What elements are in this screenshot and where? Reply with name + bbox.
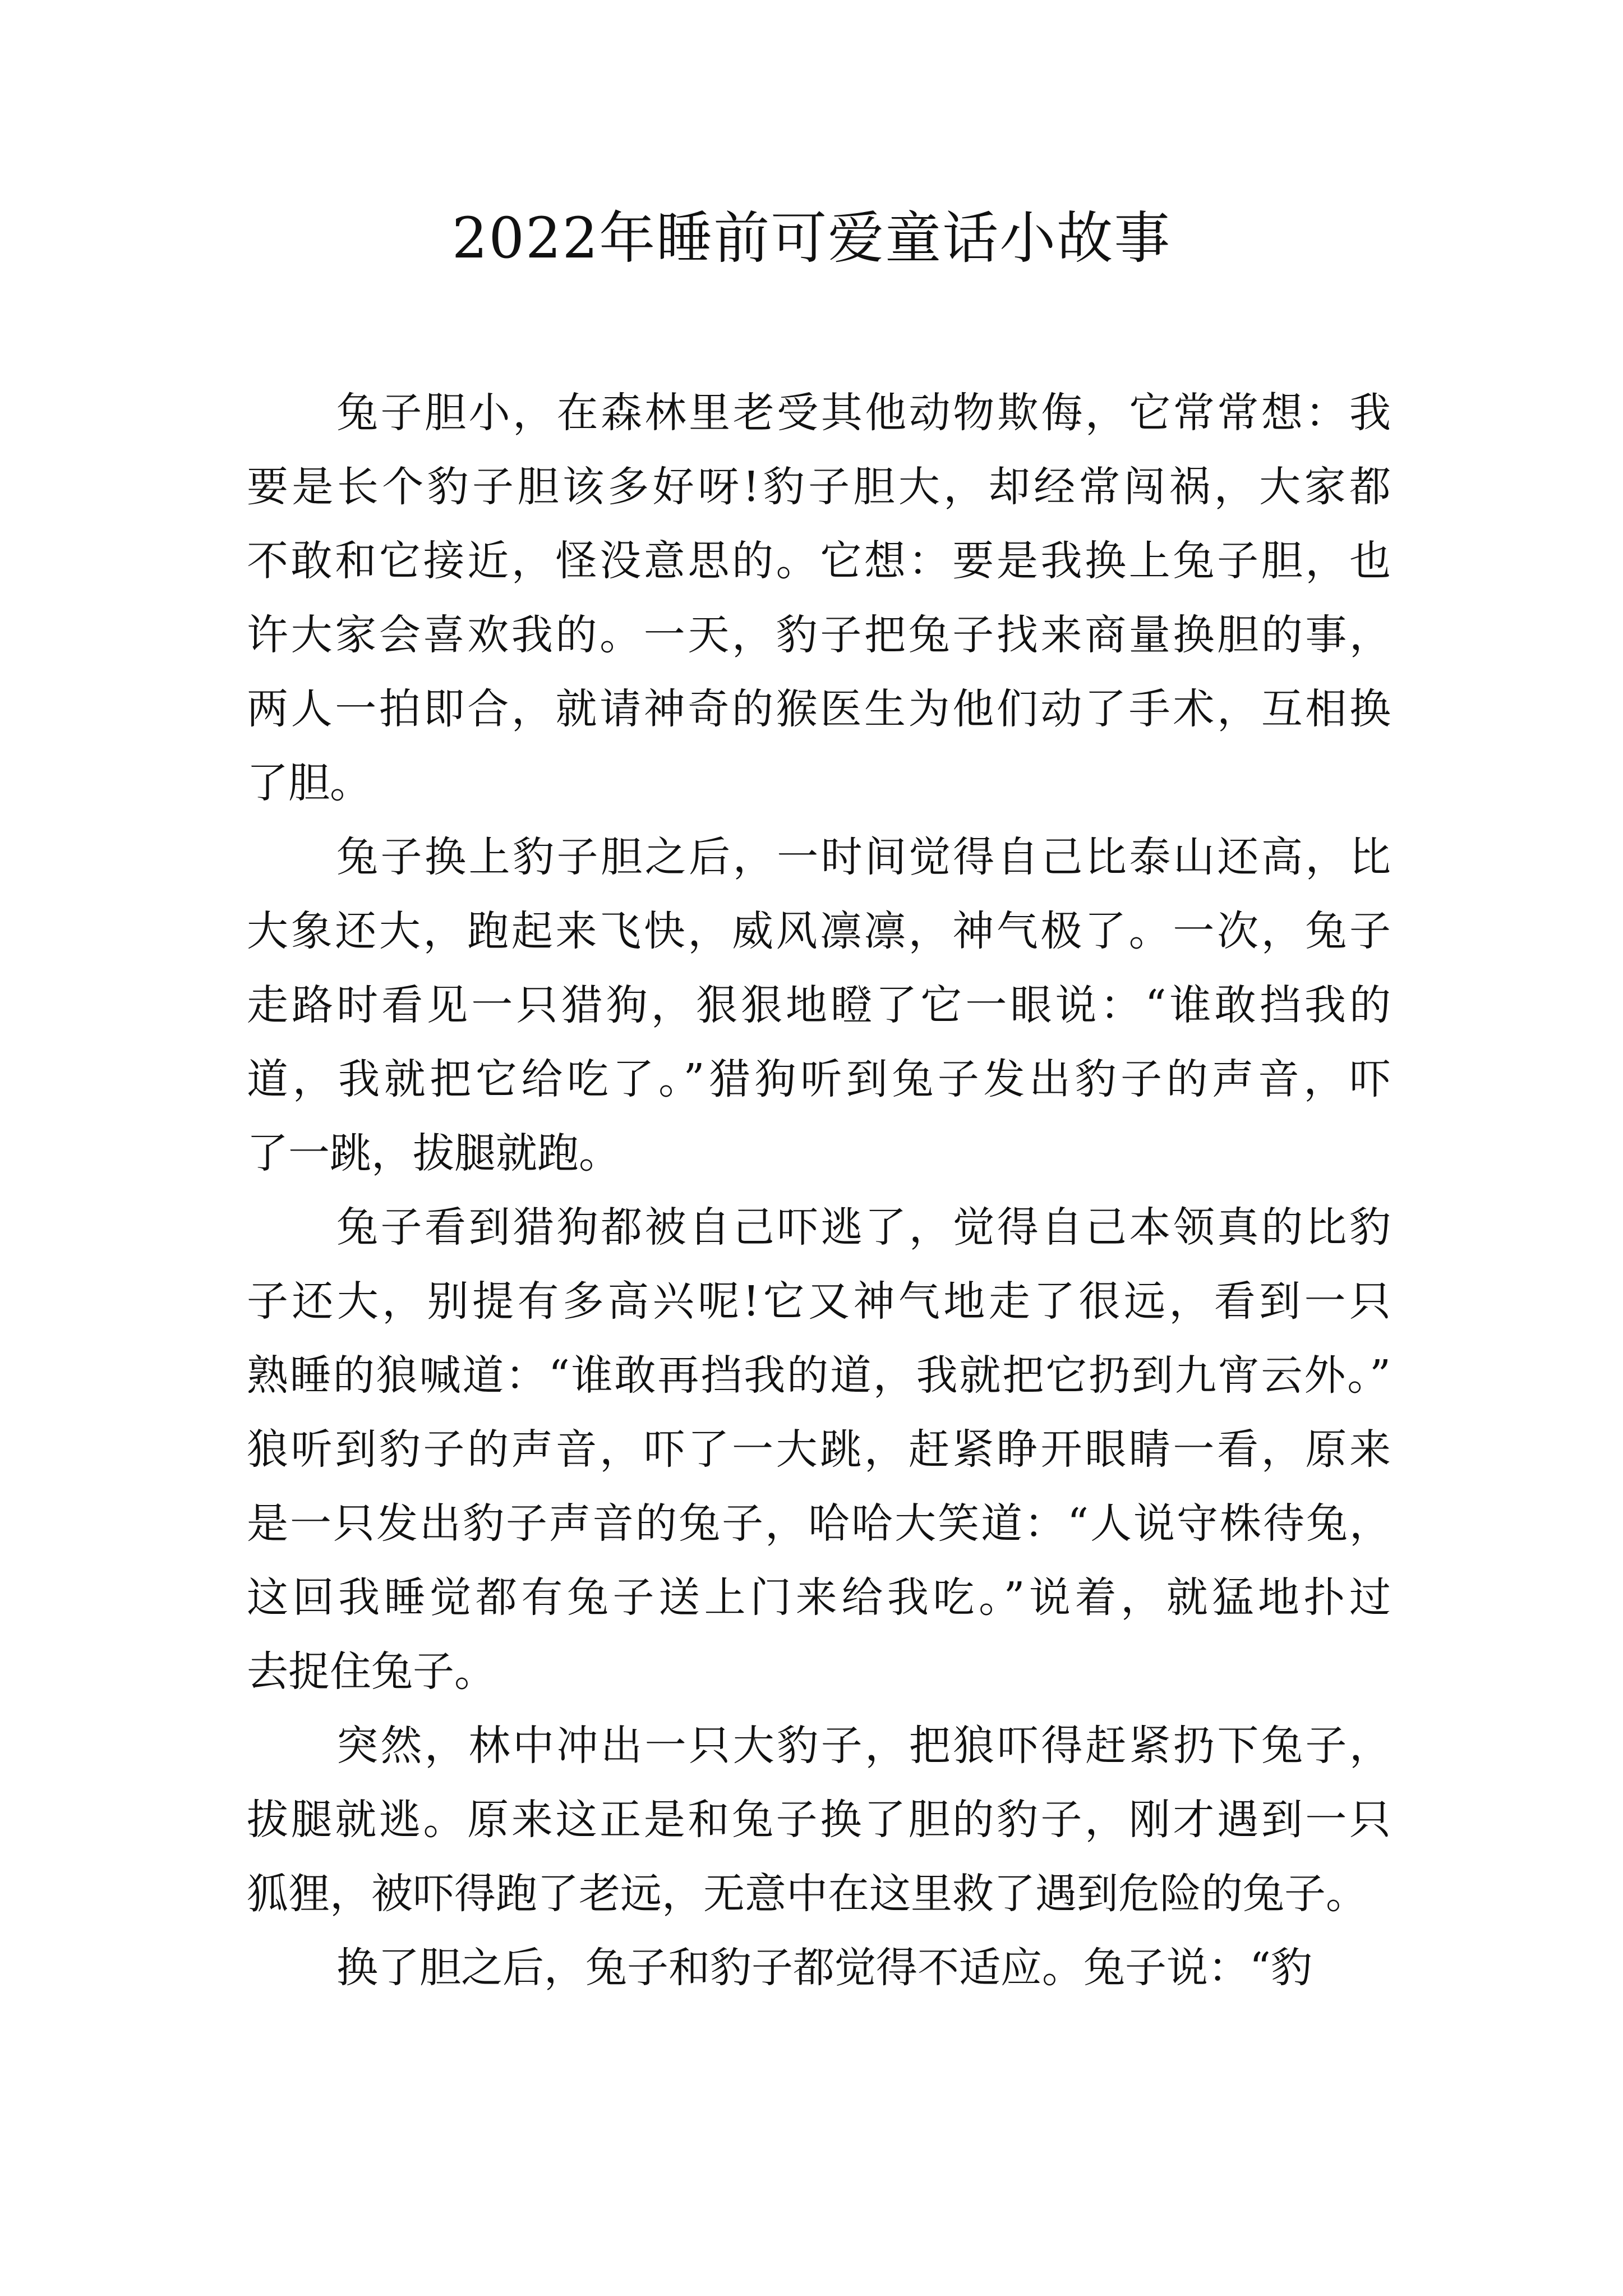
text-line: 突然，林中冲出一只大豹子，把狼吓得赶紧扔下兔子， (336, 1722, 1391, 1770)
text-line: 走路时看见一只猎狗，狠狠地瞪了它一眼说：“谁敢挡我的 (247, 981, 1391, 1029)
text-line: 这回我睡觉都有兔子送上门来给我吃。”说着，就猛地扑过 (247, 1573, 1391, 1622)
text-line: 是一只发出豹子声音的兔子，哈哈大笑道：“人说守株待兔， (247, 1499, 1391, 1548)
text-line: 换了胆之后，兔子和豹子都觉得不适应。兔子说：“豹 (336, 1944, 1312, 1992)
text-line: 子还大，别提有多高兴呢!它又神气地走了很远，看到一只 (247, 1277, 1391, 1326)
text-line: 兔子看到猎狗都被自己吓逃了，觉得自己本领真的比豹 (336, 1203, 1391, 1251)
text-line: 大象还大，跑起来飞快，威风凛凛，神气极了。一次，兔子 (247, 907, 1391, 955)
text-line: 拔腿就逃。原来这正是和兔子换了胆的豹子，刚才遇到一只 (247, 1796, 1391, 1844)
text-line: 狐狸，被吓得跑了老远，无意中在这里救了遇到危险的兔子。 (247, 1870, 1367, 1918)
text-line: 要是长个豹子胆该多好呀!豹子胆大，却经常闯祸，大家都 (247, 463, 1391, 511)
text-line: 不敢和它接近，怪没意思的。它想：要是我换上兔子胆，也 (247, 537, 1391, 585)
text-line: 兔子换上豹子胆之后，一时间觉得自己比泰山还高，比 (336, 833, 1391, 881)
text-line: 两人一拍即合，就请神奇的猴医生为他们动了手术，互相换 (247, 685, 1391, 733)
text-line: 狼听到豹子的声音，吓了一大跳，赶紧睁开眼睛一看，原来 (247, 1425, 1391, 1474)
text-line: 了胆。 (247, 759, 371, 807)
text-line: 兔子胆小，在森林里老受其他动物欺侮，它常常想：我 (336, 389, 1391, 437)
text-line: 了一跳，拔腿就跑。 (247, 1129, 620, 1177)
document-body (247, 376, 1391, 2005)
text-line: 熟睡的狼喊道：“谁敢再挡我的道，我就把它扔到九宵云外。” (247, 1351, 1391, 1400)
text-line: 许大家会喜欢我的。一天，豹子把兔子找来商量换胆的事， (247, 611, 1391, 659)
document-title: 2022年睡前可爱童话小故事 (451, 205, 1172, 271)
text-line: 去捉住兔子。 (247, 1648, 496, 1696)
text-line: 道，我就把它给吃了。”猎狗听到兔子发出豹子的声音，吓 (247, 1055, 1391, 1103)
